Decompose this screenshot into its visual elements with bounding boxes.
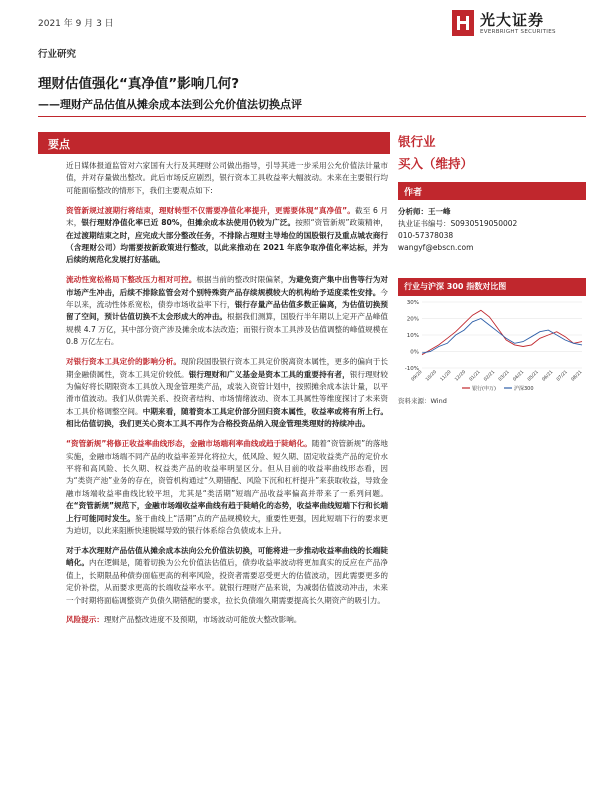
paragraph-2: [66, 274, 388, 348]
p4-text-b: 在“资管新规”规范下，金融市场端收益率曲线有趋于陡峭化的态势，收益率曲线短端下行和长端上行可能同时发生。: [66, 501, 388, 523]
p3-lead: 对银行资本工具定价的影响分析。: [66, 357, 182, 367]
analyst-email[interactable]: wangyf@ebscn.com: [398, 243, 474, 252]
chart-x-tick-label: 09/20: [410, 369, 424, 383]
summary-body: [66, 160, 388, 634]
p1-text-c: 按照“资管新规”政策精神，: [295, 218, 388, 228]
analyst-line: [398, 206, 586, 218]
chart-x-tick-label: 12/20: [454, 369, 468, 383]
chart-x-tick-label: 07/21: [556, 369, 569, 383]
summary-header-bar: [38, 132, 390, 154]
chart-legend-label-1: 银行(申万): [472, 386, 496, 392]
p4-text-c: 鉴于曲线上“活期”点的产品规模较大，重要性更强，因此短端下行的要求更为迫切，以此来阻断快速脱媒导致的银行体系综合负债成本上升。: [66, 513, 389, 535]
chart-y-tick-label: 0%: [410, 349, 419, 356]
chart-header-bar: [398, 278, 586, 296]
risk-warning: [66, 614, 388, 626]
p5-text-b: 内在逻辑是，随着切换为公允价值法估值后，债券收益率波动将更加真实的反应在产品净值上，长期限品种债券面临更高的利率风险，投资者需要忍受更大的估值波动，因此需要更多的定价补偿，从而要求更高的长端收益率水平。就银行理财产品来说，为减弱估值波动冲击，未来一个时期将面临调整资产负债久期错配的要求，拉长负债端久期需要提高长久期资产的吸引力。: [66, 558, 389, 605]
chart-heading: 行业与沪深 300 指数对比图: [404, 282, 507, 291]
p3-text-a: 现阶段国股银行资本工具定价脱离资本属性，更多的偏向于长期金融债属性，资本工具定价较低。: [66, 357, 389, 379]
intro-text: 近日媒体报道监管对六家国有大行及其理财公司做出指导，引导其进一步采用公允价值法计量市值，并对存量做出整改。此后市场反应剧烈，银行资本工具收益率大幅波动。未来在主要银行均可能面临整改的情形下，我们主要观点如下:: [66, 161, 388, 195]
analyst-label: 分析师：: [398, 207, 428, 216]
p2-text-d: 银行存量产品估值多数正偏离，为估值切换预留了空间，预计估值切换不太会形成大的冲击。: [66, 300, 388, 322]
chart-series-line-2: [422, 319, 582, 354]
risk-text: 理财产品整改进度不及预期，市场波动可能放大整改影响。: [103, 615, 302, 625]
chart-x-tick-label: 02/21: [483, 369, 497, 383]
chart-x-tick-label: 08/21: [570, 369, 584, 383]
p3-text-d: 我们从供需关系、投资者结构、市场情绪波动、资本工具属性等维度探讨了未来资本工具价格调整空间。: [66, 394, 389, 416]
p4-lead: “资管新规”将修正收益率曲线形态，金融市场端利率曲线或趋于陡峭化。: [66, 439, 312, 449]
report-date: 2021 年 9 月 3 日: [38, 19, 114, 29]
p5-text-a: 对于本次理财产品估值从摊余成本法向公允价值法切换，可能将进一步推动收益率曲线的长端陡峭化。: [66, 545, 388, 568]
risk-label: 风险提示：: [66, 615, 104, 625]
chart-x-tick-label: 05/21: [527, 369, 540, 383]
p2-text-e: 根据我们测算，国股行半年期以上定开产品峰值规模 4.7 万亿，其中部分资产涉及摊余成本法改造；而银行资本工具涉及估值调整的峰值规模在 0.8 万亿左右。: [66, 312, 389, 347]
p2-lead: 流动性宽松格局下整改压力相对可控。: [66, 275, 197, 285]
logo-english-name: EVERBRIGHT SECURITIES: [480, 29, 556, 35]
chart-y-tick-label: 20%: [406, 316, 419, 323]
p3-text-b: 银行理财和广义基金是资本工具的重要持有者，: [188, 369, 350, 379]
p3-text-c: 银行理财较为偏好将长期限资本工具放入现金管理类产品，或装入资管计划中，按照摊余成本法计量，以平滑市值波动。: [66, 369, 389, 404]
chart-x-tick-label: 06/21: [541, 369, 555, 383]
p4-text-a: 随着“资管新规”的落地实施，金融市场端不同产品的收益率差异化将拉大，低风险、短久期、固定收益类产品的定价水平将和高风险、长久期、权益类产品的收益率明显区分。但从目前的收益率曲线形态看，因为“类资产池”业务的存在，资管机构通过“久期错配、风险下沉和杠杆提升”来获取收益，导致金融市场端收益率曲线比较平坦，尤其是“类活期”短端产品收益率偏高并带来了一系列问题。: [66, 439, 388, 498]
industry-name: 银行业: [398, 134, 436, 149]
intro-paragraph: [66, 160, 388, 197]
report-subtitle: ——理财产品估值从摊余成本法到公允价值法切换点评: [38, 98, 302, 111]
report-category: 行业研究: [38, 49, 77, 60]
p1-text-b: 银行理财净值化率已近 80%，但摊余成本法使用仍较为广泛。: [81, 218, 296, 228]
chart-x-tick-label: 03/21: [497, 369, 511, 383]
p2-text-c: 今年以来，流动性体系宽松，债券市场收益率下行，: [66, 287, 388, 310]
paragraph-1: [66, 205, 388, 267]
logo-name: 光大证券: [480, 11, 545, 29]
chart-x-tick-label: 04/21: [512, 369, 526, 383]
chart-source: 资料来源：Wind: [398, 397, 447, 405]
summary-heading: 要点: [48, 138, 70, 151]
author-header-bar: [398, 182, 586, 200]
p3-text-e: 中期来看，随着资本工具定价部分回归资本属性，收益率或将有所上行。相比估值切换，我们更关心资本工具不再作为合格投资品纳入现金管理类理财的持续冲击。: [66, 406, 388, 429]
rating: 买入（维持）: [398, 156, 474, 171]
title-divider: [38, 116, 586, 117]
chart-x-tick-label: 10/20: [425, 369, 438, 383]
paragraph-4: [66, 438, 388, 537]
logo-mark-icon: [452, 10, 474, 36]
chart-legend-label-2: 沪深300: [514, 386, 534, 392]
chart-series-line-1: [422, 310, 582, 355]
sidebar: [398, 132, 586, 405]
chart-y-tick-label: -10%: [404, 366, 419, 372]
report-title: 理财估值强化“真净值”影响几何?: [38, 76, 240, 92]
company-logo: [452, 8, 582, 40]
chart-y-tick-label: 30%: [406, 300, 419, 306]
analyst-phone: 010-57378038: [398, 231, 454, 240]
author-info: [398, 206, 586, 254]
paragraph-5: [66, 545, 388, 607]
p1-text-a: 截至 6 月末，: [66, 205, 388, 228]
p1-text-d: 在过渡期结束之时，应完成大部分整改任务，不排除占理财主导地位的国股银行及重点城农商行（含理财公司）均需要按新政策进行整改，以此来推动在 2021 年底争取净值化率达标，并为后续的规范化发展打好基础。: [66, 230, 388, 265]
chart-y-tick-label: 10%: [406, 333, 419, 339]
chart-x-tick-label: 11/20: [439, 369, 453, 383]
paragraph-3: [66, 356, 388, 430]
p2-text-a: 根据当前的整改时限偏紧，: [196, 275, 289, 285]
license-number: 执业证书编号：S0930519050002: [398, 219, 518, 228]
analyst-name: 王一峰: [428, 207, 451, 216]
chart-x-tick-label: 01/21: [468, 369, 482, 383]
p1-lead: 资管新规过渡期行将结束，理财转型不仅需要净值化率提升，更需要体现“真净值”。: [66, 205, 355, 215]
performance-chart: [398, 298, 586, 394]
p2-text-b: 为避免资产集中出售等行为对市场产生冲击，后续不排除监管会对个别特殊资产品存续规模较大的机构给予适度柔性安排。: [66, 275, 389, 297]
author-heading: 作者: [404, 188, 423, 198]
